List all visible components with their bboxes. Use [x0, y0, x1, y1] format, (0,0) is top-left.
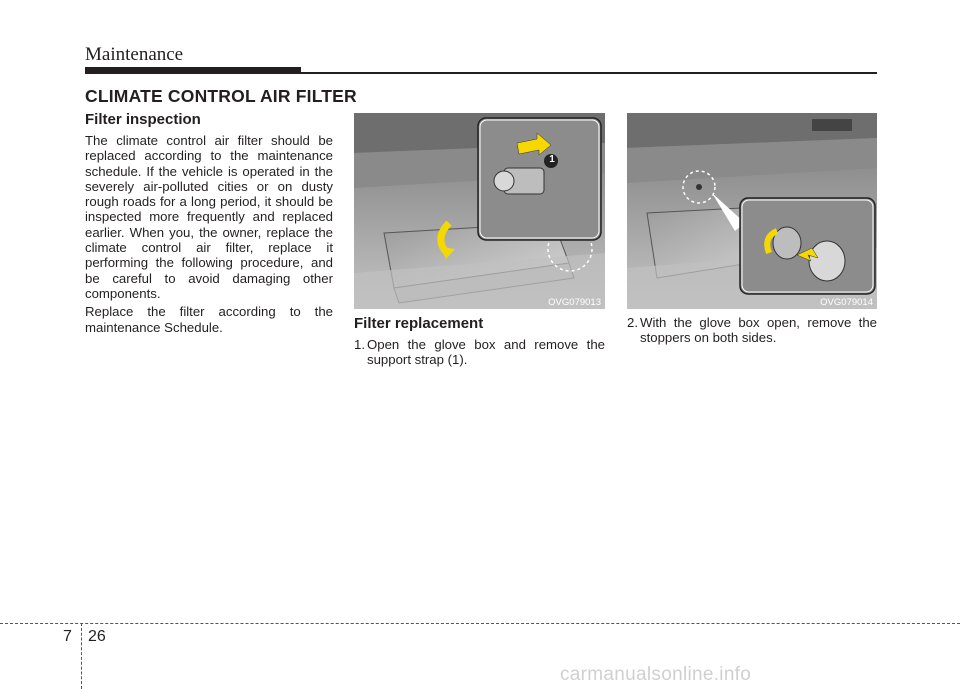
step-text: Open the glove box and remove the support strap (1). — [367, 337, 605, 368]
stoppers-illustration — [627, 113, 877, 309]
step-text: With the glove box open, remove the stoppers on both sides. — [640, 315, 877, 346]
inspection-paragraph-1: The climate control air filter should be replaced according to the maintenance schedule. If the vehicle is operated in the severely air-polluted cities or on dusty rough roads for a long period, it should be inspected more frequently and replaced earlier. When you, the owner, replace the climate control air filter, replace it performing the following procedure, and be careful to avoid damaging other components. — [85, 133, 333, 301]
figure-glove-box-strap — [354, 113, 605, 309]
inspection-heading: Filter inspection — [85, 111, 201, 128]
header-rule — [301, 72, 877, 74]
section-title: CLIMATE CONTROL AIR FILTER — [85, 86, 357, 106]
step-2-column — [627, 315, 877, 346]
step-number: 1. — [354, 337, 365, 352]
footer-rule — [0, 623, 960, 624]
replacement-column — [354, 315, 605, 368]
watermark: carmanualsonline.info — [560, 664, 752, 685]
figure-code: OVG079013 — [548, 297, 601, 308]
glove-box-illustration — [354, 113, 605, 309]
header-bar — [85, 67, 301, 74]
chapter-number: 7 — [63, 628, 72, 645]
inspection-paragraph-2: Replace the filter according to the maintenance Schedule. — [85, 304, 333, 335]
replacement-heading: Filter replacement — [354, 315, 484, 332]
callout-1: 1 — [549, 154, 555, 165]
figure-code: OVG079014 — [820, 297, 873, 308]
step-number: 2. — [627, 315, 638, 330]
page-number: 26 — [88, 628, 106, 645]
inspection-body — [85, 133, 333, 335]
inspection-column — [85, 111, 333, 338]
step-1 — [354, 337, 605, 368]
header-title: Maintenance — [85, 44, 184, 65]
footer-divider — [81, 623, 82, 689]
step-2 — [627, 315, 877, 346]
figure-glove-box-stoppers — [627, 113, 877, 309]
